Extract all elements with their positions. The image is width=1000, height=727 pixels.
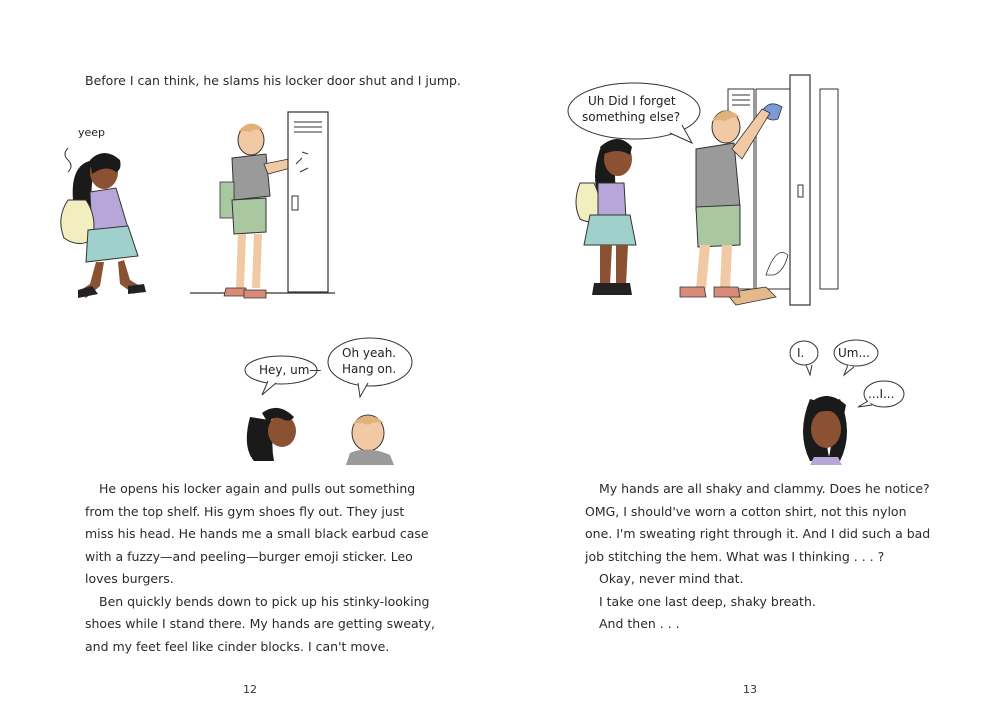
locker-left — [288, 112, 328, 292]
bubble-text-dots: ...I... — [868, 387, 895, 401]
speech-bubble-boy — [328, 338, 412, 397]
right-paragraph-3: I take one last deep, shaky breath. — [599, 593, 816, 609]
bubble-um — [834, 340, 878, 375]
bubble-oh-yeah-line2: Hang on. — [342, 362, 397, 376]
sfx-yeep: yeep — [78, 126, 106, 139]
panel-hey-um — [0, 335, 500, 465]
girl-figure — [61, 153, 146, 298]
left-paragraph-2: Ben quickly bends down to pick up his stinky-looking shoes while I stand there. My hands are getting sweaty, and my feet feel like cinder blocks. I can't move. — [85, 593, 435, 654]
bubble-oh-yeah-line1: Oh yeah. — [342, 346, 397, 360]
left-caption: Before I can think, he slams his locker door shut and I jump. — [85, 73, 461, 88]
speech-bubble-girl — [245, 356, 321, 395]
bubble-text-i: I. — [797, 346, 805, 360]
panel-locker-slam — [0, 100, 500, 360]
bubble-i — [790, 341, 818, 375]
left-body-text — [85, 478, 435, 658]
right-paragraph-1: My hands are all shaky and clammy. Does he notice? OMG, I should've worn a cotton shirt, not this nylon one. I'm sweating right through it. And I did such a bad job stitching the hem. What was I thinking . . . ? — [585, 481, 931, 564]
bubble-did-i-forget-line2: something else? — [582, 110, 681, 124]
right-page — [500, 0, 1000, 727]
bubble-did-i-forget-line1: Uh Did I forget — [588, 94, 676, 108]
girl-standing — [576, 139, 636, 295]
right-body-text — [585, 478, 935, 636]
girl-head-worried — [803, 396, 847, 465]
locker-bank-right — [726, 75, 838, 305]
right-paragraph-4: And then . . . — [599, 616, 680, 631]
bubble-text-um: Um... — [838, 346, 870, 360]
girl-head — [247, 408, 296, 461]
right-paragraph-2: Okay, never mind that. — [599, 571, 744, 586]
bubble-dots — [858, 381, 904, 407]
panel-forget-something — [500, 65, 1000, 315]
bubble-hey-um: Hey, um— — [259, 363, 322, 377]
speech-bubble-did-i-forget — [568, 83, 700, 143]
left-paragraph-1: He opens his locker again and pulls out something from the top shelf. His gym shoes fly out. They just miss his head. He hands me a small black earbud case with a fuzzy—and peeling—burger emoji sticker. Leo loves burgers. — [85, 481, 429, 586]
page-number-left: 12 — [243, 683, 257, 696]
boy-head — [346, 415, 394, 465]
page-number-right: 13 — [743, 683, 757, 696]
panel-i-um — [500, 335, 1000, 465]
